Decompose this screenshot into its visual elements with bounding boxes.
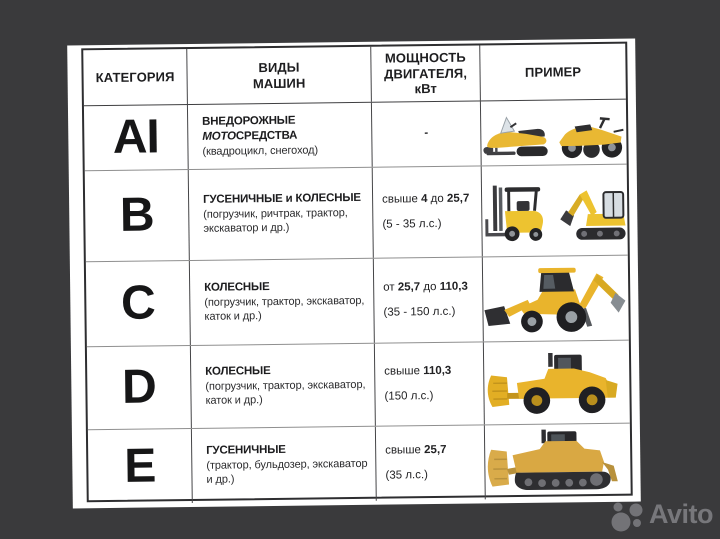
power-range: свыше 4 до 25,7 xyxy=(382,192,470,206)
example-cell xyxy=(484,341,630,425)
engine-power-cell xyxy=(373,166,483,257)
header-machine-types: ВИДЫ МАШИН xyxy=(187,47,372,104)
engine-power-cell xyxy=(372,101,482,166)
avito-dots-icon xyxy=(608,498,648,534)
engine-power-cell xyxy=(376,425,486,500)
machine-type-title: ВНЕДОРОЖНЫЕ МОТОСРЕДСТВА xyxy=(202,114,298,143)
crawler-bulldozer-icon xyxy=(485,427,631,497)
category-letter: AI xyxy=(84,105,189,170)
power-hp-note: (150 л.с.) xyxy=(384,389,434,403)
example-cell xyxy=(483,256,629,342)
machine-type-title: КОЛЕСНЫЕ xyxy=(204,281,270,295)
category-letter: B xyxy=(85,170,190,261)
machine-types-cell xyxy=(190,259,375,345)
table-row-d xyxy=(87,341,630,431)
backhoe-loader-icon xyxy=(483,259,629,339)
machine-type-title: КОЛЕСНЫЕ xyxy=(205,365,271,379)
power-range: свыше 110,3 xyxy=(384,364,452,378)
mini-excavator-icon xyxy=(559,190,625,240)
example-cell xyxy=(485,424,631,500)
machine-type-note: (погрузчик, трактор, экскаватор, каток и др.) xyxy=(204,295,365,323)
header-example: ПРИМЕР xyxy=(524,63,582,80)
category-letter: D xyxy=(87,346,192,429)
header-engine-power: МОЩНОСТЬ ДВИГАТЕЛЯ, кВт xyxy=(371,45,481,101)
header-category: КАТЕГОРИЯ xyxy=(83,49,188,105)
categories-table xyxy=(81,42,633,503)
machine-types-cell xyxy=(191,344,376,428)
category-letter: C xyxy=(86,261,191,346)
power-hp-note: (5 - 35 л.с.) xyxy=(382,217,442,231)
power-range: - xyxy=(424,127,429,140)
snowmobile-and-atv-illustration xyxy=(481,104,627,162)
avito-watermark xyxy=(608,498,713,534)
category-letter: E xyxy=(88,429,193,504)
table-row-b xyxy=(85,165,628,263)
table-slide xyxy=(67,39,641,509)
engine-power-cell xyxy=(374,257,484,342)
wheel-dozer-icon xyxy=(484,346,630,420)
power-hp-note: (35 - 150 л.с.) xyxy=(383,305,456,319)
engine-power-cell xyxy=(375,342,485,425)
table-row-c xyxy=(86,256,629,348)
machine-type-title: ГУСЕНИЧНЫЕ xyxy=(206,444,286,458)
machine-type-note: (погрузчик, трактор, экскаватор, каток и др.) xyxy=(205,379,366,407)
power-range: от 25,7 до 110,3 xyxy=(383,280,468,294)
machine-types-cell xyxy=(189,168,374,260)
example-cell xyxy=(482,165,628,257)
forklift-and-excavator-illustration xyxy=(482,176,628,246)
snowmobile-icon xyxy=(483,117,548,157)
forklift-icon xyxy=(484,185,542,241)
power-range: свыше 25,7 xyxy=(385,443,447,457)
avito-brand-text: Avito xyxy=(649,499,713,529)
machine-type-title: ГУСЕНИЧНЫЕ и КОЛЕСНЫЕ xyxy=(203,192,361,207)
machine-type-note: (погрузчик, ричтрак, трактор, экскаватор и др.) xyxy=(203,207,348,235)
table-row-e xyxy=(88,424,631,505)
power-hp-note: (35 л.с.) xyxy=(385,468,429,482)
table-header-row xyxy=(83,44,626,107)
machine-type-note: (квадроцикл, снегоход) xyxy=(202,143,319,158)
table-row-ai xyxy=(84,100,627,172)
machine-types-cell xyxy=(192,427,377,503)
machine-types-cell xyxy=(188,103,373,169)
example-cell xyxy=(481,100,627,166)
atv-icon xyxy=(558,118,623,158)
machine-type-note: (трактор, бульдозер, экскаватор и др.) xyxy=(206,458,368,486)
